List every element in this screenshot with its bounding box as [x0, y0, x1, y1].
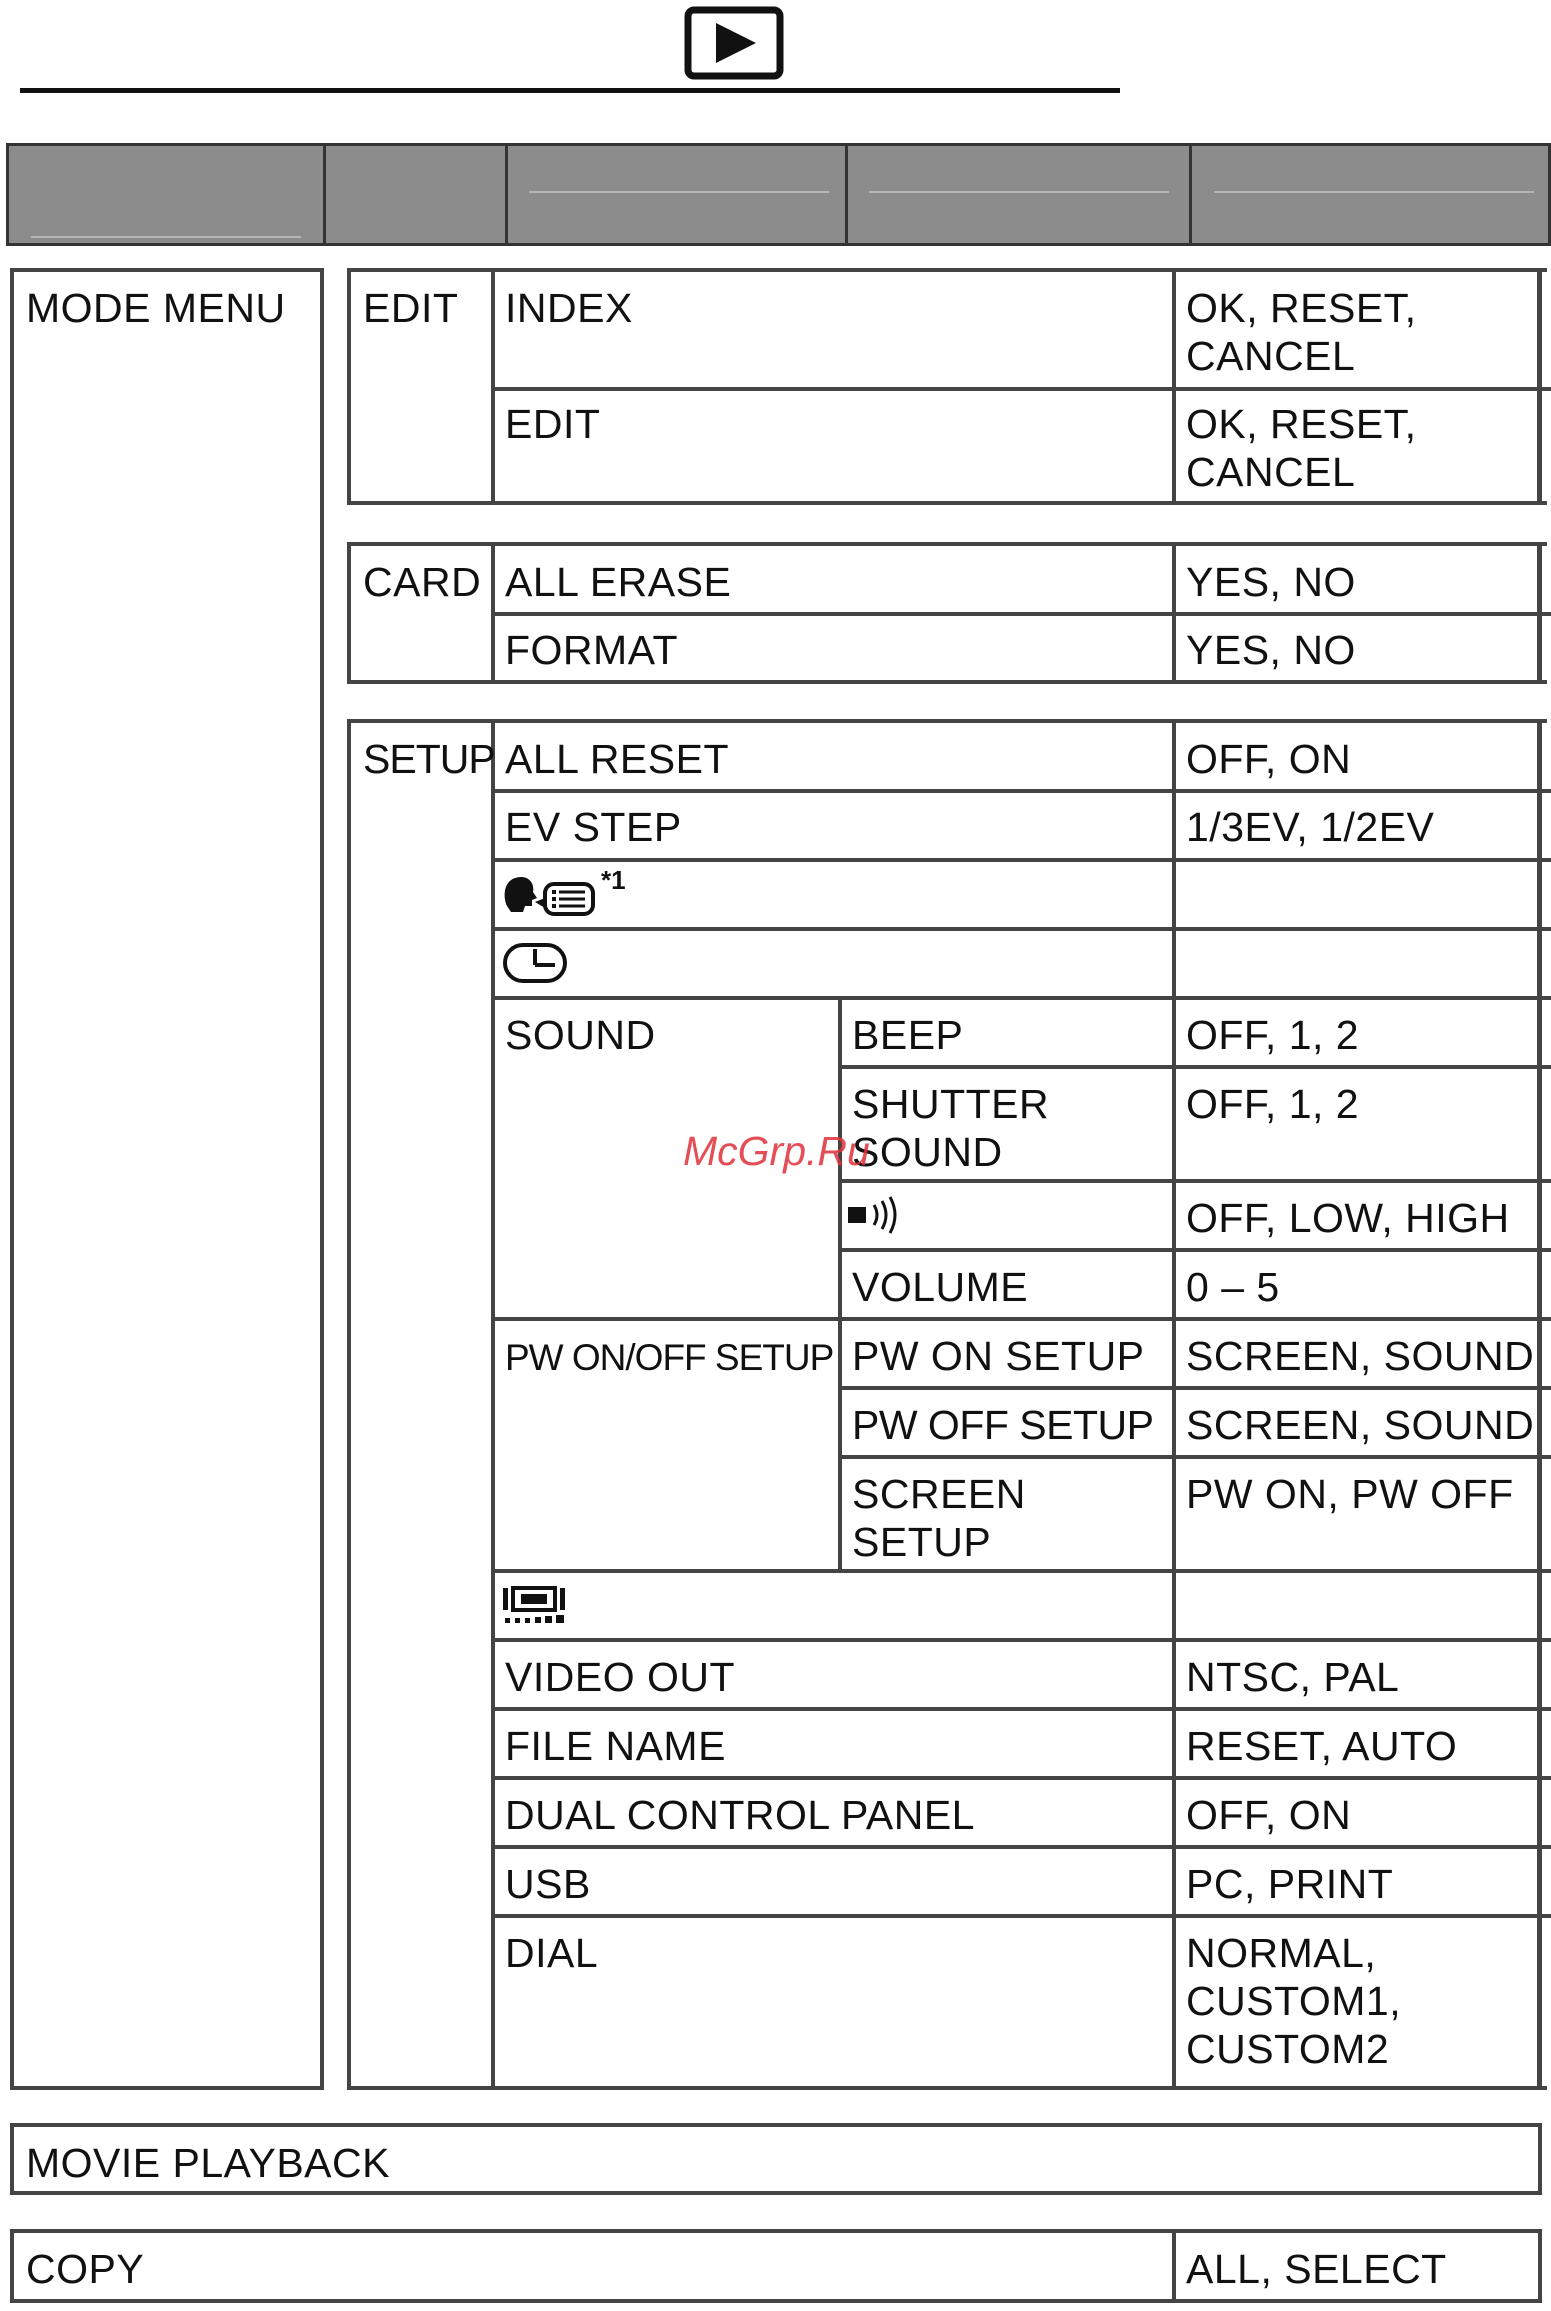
option-values: NORMAL, CUSTOM1, CUSTOM2: [1186, 1930, 1402, 2072]
header-underline: [20, 88, 1120, 93]
menu-item-pw-on-off-setup: PW ON/OFF SETUP: [505, 1337, 834, 1378]
option-values: YES, NO: [1186, 559, 1356, 605]
mode-menu-label: MODE MENU: [26, 285, 286, 331]
option-values: OK, RESET, CANCEL: [1186, 401, 1417, 495]
copy-row: [10, 2229, 1542, 2303]
mode-menu-box: [10, 268, 324, 2090]
option-values: NTSC, PAL: [1186, 1654, 1400, 1700]
footnote-marker: *1: [601, 865, 626, 895]
menu-item-all-reset: ALL RESET: [505, 736, 730, 782]
option-values: SCREEN, SOUND: [1186, 1402, 1535, 1448]
option-values: 1/3EV, 1/2EV: [1186, 804, 1435, 850]
option-values: SCREEN, SOUND: [1186, 1333, 1535, 1379]
option-values: RESET, AUTO: [1186, 1723, 1458, 1769]
menu-item-dial: DIAL: [505, 1930, 599, 1976]
submenu-pw-on-setup: PW ON SETUP: [852, 1333, 1145, 1379]
submenu-beep: BEEP: [852, 1012, 964, 1058]
column-header-bar: [6, 143, 1551, 246]
menu-item-all-erase: ALL ERASE: [505, 559, 732, 605]
menu-item-edit: EDIT: [505, 401, 601, 447]
copy-label: COPY: [26, 2246, 145, 2292]
monitor-brightness-icon: [501, 1584, 571, 1630]
option-values: OFF, 1, 2: [1186, 1012, 1360, 1058]
movie-playback-label: MOVIE PLAYBACK: [26, 2140, 390, 2186]
option-values: YES, NO: [1186, 627, 1356, 673]
playback-icon: [684, 6, 784, 80]
card-label: CARD: [363, 559, 482, 605]
submenu-pw-off-setup: PW OFF SETUP: [852, 1402, 1154, 1448]
option-values: OK, RESET, CANCEL: [1186, 285, 1417, 379]
movie-playback-row: [10, 2123, 1542, 2195]
option-values: OFF, ON: [1186, 736, 1352, 782]
option-values: OFF, 1, 2: [1186, 1081, 1360, 1127]
option-values: 0 – 5: [1186, 1264, 1280, 1310]
menu-item-dual-control-panel: DUAL CONTROL PANEL: [505, 1792, 975, 1838]
edit-label: EDIT: [363, 285, 459, 331]
submenu-screen-setup: SCREEN SETUP: [852, 1471, 1026, 1565]
option-values: ALL, SELECT: [1186, 2246, 1447, 2292]
language-icon: [501, 868, 601, 920]
option-values: PC, PRINT: [1186, 1861, 1394, 1907]
clock-icon: [501, 941, 571, 987]
menu-item-ev-step: EV STEP: [505, 804, 682, 850]
menu-item-sound: SOUND: [505, 1012, 656, 1058]
submenu-shutter-sound: SHUTTER SOUND: [852, 1081, 1050, 1175]
speaker-icon: [846, 1195, 906, 1235]
edit-group: [347, 268, 1547, 505]
menu-item-video-out: VIDEO OUT: [505, 1654, 736, 1700]
submenu-volume: VOLUME: [852, 1264, 1029, 1310]
option-values: OFF, LOW, HIGH: [1186, 1195, 1510, 1241]
card-group: [347, 542, 1547, 684]
watermark: McGrp.Ru: [683, 1128, 870, 1174]
menu-item-index: INDEX: [505, 285, 633, 331]
setup-group: [347, 719, 1547, 2090]
option-values: PW ON, PW OFF: [1186, 1471, 1514, 1517]
menu-item-usb: USB: [505, 1861, 591, 1907]
menu-item-file-name: FILE NAME: [505, 1723, 726, 1769]
menu-item-format: FORMAT: [505, 627, 679, 673]
setup-label: SETUP: [363, 736, 495, 782]
option-values: OFF, ON: [1186, 1792, 1352, 1838]
